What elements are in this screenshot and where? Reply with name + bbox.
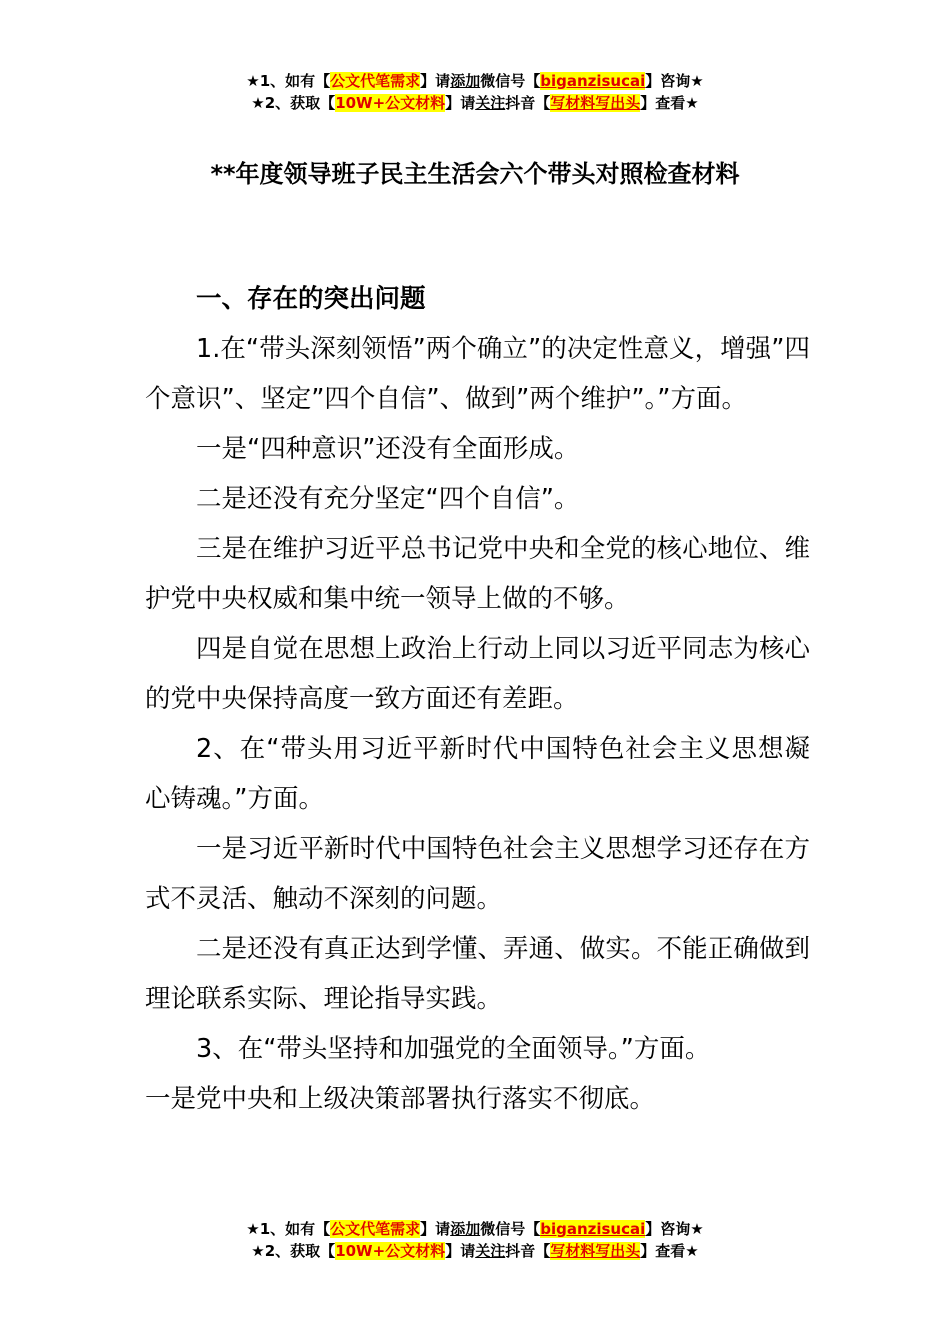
paragraph: 二是还没有充分坚定“四个自信”。 [196, 484, 580, 514]
banner-text: ★1、如有【 [246, 72, 331, 90]
banner-text: 】查看★ [640, 94, 699, 112]
banner-text: ★2、获取【 [251, 1242, 336, 1260]
paragraph: 三是在维护习近平总书记党中央和全党的核心地位、维护党中央权威和集中统一领导上做的不够。 [145, 534, 810, 614]
banner-text: ★2、获取【 [251, 94, 336, 112]
paragraph: 四是自觉在思想上政治上行动上同以习近平同志为核心的党中央保持高度一致方面还有差距。 [145, 634, 810, 714]
banner-wechat-id: biganzisucai [540, 1220, 646, 1238]
banner-underline: 关注 [475, 94, 506, 112]
banner-line-2 [0, 1240, 950, 1262]
paragraph: 1.在“带头深刻领悟”两个确立”的决定性意义，增强”四个意识”、坚定”四个自信”、做到”两个维护”。”方面。 [145, 334, 810, 414]
banner-text: 】请 [445, 1242, 476, 1260]
banner-line-1 [0, 70, 950, 92]
paragraph: 3、在“带头坚持和加强党的全面领导。”方面。 [196, 1034, 711, 1064]
banner-underline: 关注 [475, 1242, 506, 1260]
banner-text: ★1、如有【 [246, 1220, 331, 1238]
banner-wechat-id: biganzisucai [540, 72, 646, 90]
paragraph: 一是“四种意识”还没有全面形成。 [196, 434, 580, 464]
banner-douyin-id: 写材料写出头 [550, 1242, 641, 1260]
banner-highlight: 公文代笔需求 [330, 72, 421, 90]
banner-text: 】请 [420, 72, 451, 90]
document-body [145, 274, 810, 1124]
banner-line-2 [0, 92, 950, 114]
banner-text: 微信号【 [480, 72, 541, 90]
banner-highlight: 10W+公文材料 [335, 94, 446, 112]
paragraph: 二是还没有真正达到学懂、弄通、做实。不能正确做到理论联系实际、理论指导实践。 [145, 934, 810, 1014]
banner-line-1 [0, 1218, 950, 1240]
section-heading: 一、存在的突出问题 [196, 284, 426, 314]
document-title: **年度领导班子民主生活会六个带头对照检查材料 [210, 160, 740, 188]
footer-banner [0, 1218, 950, 1262]
paragraph: 2、在“带头用习近平新时代中国特色社会主义思想凝心铸魂。”方面。 [145, 734, 810, 814]
header-banner [0, 70, 950, 114]
banner-text: 】请 [445, 94, 476, 112]
banner-highlight: 公文代笔需求 [330, 1220, 421, 1238]
banner-text: 】请 [420, 1220, 451, 1238]
banner-text: 微信号【 [480, 1220, 541, 1238]
banner-text: 】咨询★ [645, 72, 704, 90]
paragraph: 一是党中央和上级决策部署执行落实不彻底。 [145, 1084, 656, 1114]
banner-underline: 添加 [450, 1220, 481, 1238]
paragraph: 一是习近平新时代中国特色社会主义思想学习还存在方式不灵活、触动不深刻的问题。 [145, 834, 810, 914]
banner-text: 】查看★ [640, 1242, 699, 1260]
banner-text: 】咨询★ [645, 1220, 704, 1238]
banner-underline: 添加 [450, 72, 481, 90]
banner-text: 抖音【 [505, 1242, 551, 1260]
banner-highlight: 10W+公文材料 [335, 1242, 446, 1260]
banner-douyin-id: 写材料写出头 [550, 94, 641, 112]
banner-text: 抖音【 [505, 94, 551, 112]
